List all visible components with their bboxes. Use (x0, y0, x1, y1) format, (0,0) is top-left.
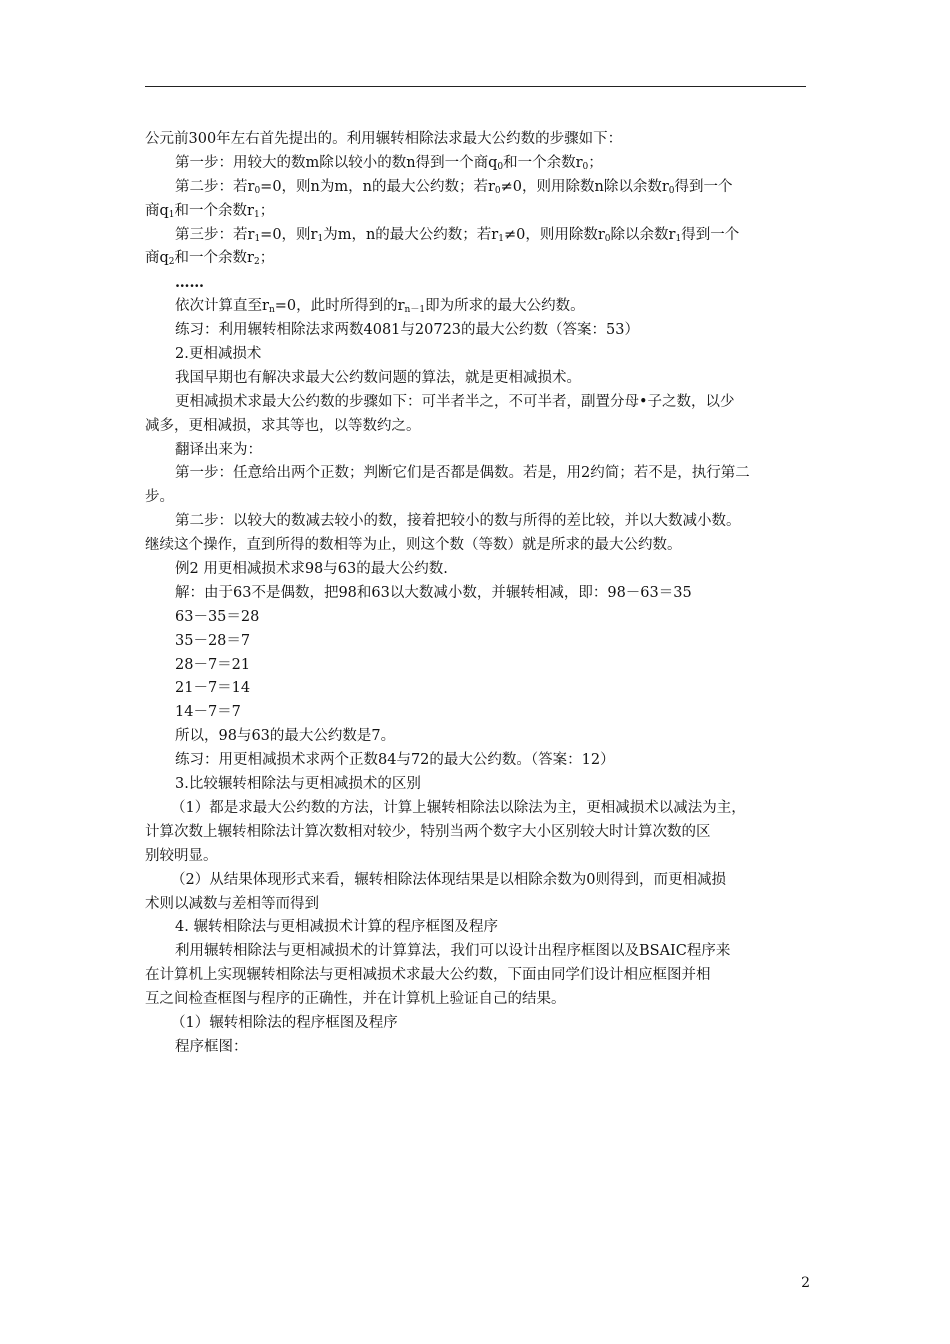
step-three-line: 第三步：若$r_1=0$，则$r_1$为m，n的最大公约数；若$r_1\ne 0$，则用除数$r_0$除以余数$r_1$得到一个 (175, 226, 740, 244)
paragraph-line: （1）都是求最大公约数的方法，计算上辗转相除法以除法为主，更相减损术以减法为主， (171, 799, 746, 816)
paragraph-line: 第二步：以较大的数减去较小的数，接着把较小的数与所得的差比较，并以大数减小数。 (175, 513, 741, 530)
equation-line: 63－35＝28 (175, 608, 260, 625)
exercise-line: 练习：利用辗转相除法求两数4081与20723的最大公约数（答案：53） (175, 322, 639, 339)
section-heading: 4. 辗转相除法与更相减损术计算的程序框图及程序 (175, 919, 498, 936)
equation-line: 14－7＝7 (175, 704, 241, 721)
step-two-line: 第二步：若$r_0=0$，则n为m，n的最大公约数；若$r_0\ne 0$，则用除数n除以余数$r_0$得到一个 (175, 178, 733, 196)
header-rule (145, 86, 806, 87)
exercise-line: 练习：用更相减损术求两个正数84与72的最大公约数。（答案：12） (175, 752, 615, 769)
paragraph-line: 减多，更相减损，求其等也，以等数约之。 (145, 417, 421, 434)
equation-line: 35－28＝7 (175, 632, 251, 649)
paragraph-line: 我国早期也有解决求最大公约数问题的算法，就是更相减损术。 (175, 369, 581, 386)
step-one-line: 第一步：用较大的数m除以较小的数n得到一个商$q_0$和一个余数$r_0$； (175, 154, 603, 172)
paragraph-line: 继续这个操作，直到所得的数相等为止，则这个数（等数）就是所求的最大公约数。 (145, 537, 682, 554)
paragraph-line: （2）从结果体现形式来看，辗转相除法体现结果是以相除余数为0则得到，而更相减损 (171, 871, 726, 888)
paragraph-line: 互之间检查框图与程序的正确性，并在计算机上验证自己的结果。 (145, 991, 566, 1008)
iteration-line: 依次计算直至$r_n=0$，此时所得到的$r_{n-1}$即为所求的最大公约数。 (175, 298, 585, 316)
section-heading: 3.比较辗转相除法与更相减损术的区别 (175, 776, 421, 793)
paragraph-line: 别较明显。 (145, 847, 218, 864)
step-three-continuation: 商$q_2$和一个余数$r_2$； (145, 250, 275, 268)
solution-line: 解：由于63不是偶数，把98和63以大数减小数，并辗转相减，即：98－63＝35 (175, 584, 692, 601)
paragraph-line: 第一步：任意给出两个正数；判断它们是否都是偶数。若是，用2约简；若不是，执行第二 (175, 465, 750, 482)
example-heading: 例2 用更相减损术求98与63的最大公约数. (175, 561, 448, 578)
paragraph-line: 术则以减数与差相等而得到 (145, 895, 319, 912)
paragraph-line: 程序框图： (175, 1038, 248, 1055)
page-number: 2 (801, 1275, 810, 1291)
paragraph-line: 步。 (145, 489, 174, 506)
document-body (145, 128, 806, 1060)
conclusion-line: 所以，98与63的最大公约数是7。 (175, 728, 396, 745)
paragraph-line: 利用辗转相除法与更相减损术的计算算法，我们可以设计出程序框图以及BSAIC程序来 (175, 943, 731, 960)
section-heading: 2.更相减损术 (175, 346, 262, 363)
paragraph-line: 翻译出来为： (175, 441, 262, 458)
equation-line: 28－7＝21 (175, 656, 251, 673)
paragraph-line: 更相减损术求最大公约数的步骤如下：可半者半之，不可半者，副置分母•子之数，以少 (175, 393, 735, 410)
ellipsis-line: …… (175, 274, 204, 292)
step-two-continuation: 商$q_1$和一个余数$r_1$； (145, 202, 275, 220)
paragraph-line: 在计算机上实现辗转相除法与更相减损术求最大公约数，下面由同学们设计相应框图并相 (145, 967, 711, 984)
paragraph-line: 公元前300年左右首先提出的。利用辗转相除法求最大公约数的步骤如下： (145, 131, 623, 147)
subsection-heading: （1）辗转相除法的程序框图及程序 (171, 1014, 398, 1031)
equation-line: 21－7＝14 (175, 680, 251, 697)
paragraph-line: 计算次数上辗转相除法计算次数相对较少，特别当两个数字大小区别较大时计算次数的区 (145, 823, 711, 840)
